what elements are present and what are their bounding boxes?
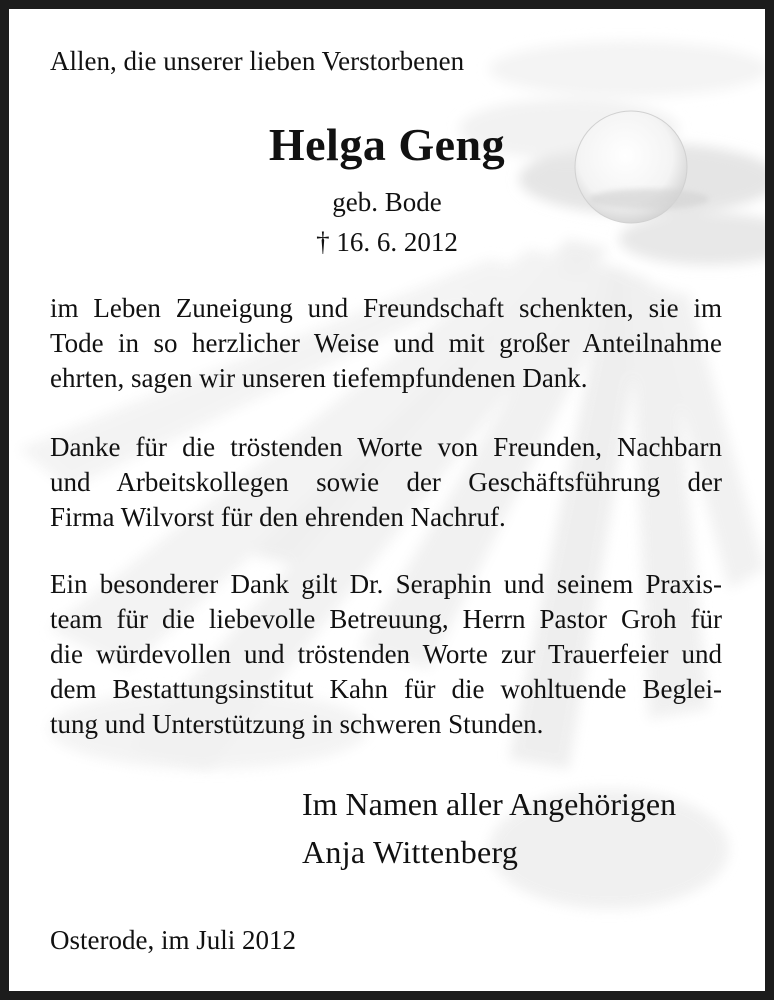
paragraph-line: Tode in so herzlicher Weise und mit großer Anteilnahme bbox=[50, 328, 722, 358]
paragraph-line: tung und Unterstützung in schweren Stunden. bbox=[50, 709, 544, 739]
paragraph-line: team für die liebevolle Betreuung, Herrn Pastor Groh für bbox=[50, 604, 722, 634]
notice-content bbox=[9, 9, 765, 991]
thanks-paragraph-2 bbox=[50, 430, 722, 535]
signature-name: Anja Wittenberg bbox=[302, 834, 519, 870]
place-and-date: Osterode, im Juli 2012 bbox=[50, 925, 296, 955]
paragraph-line: und Arbeitskollegen sowie der Geschäftsführung der bbox=[50, 467, 722, 497]
paragraph-line: im Leben Zuneigung und Freundschaft schenkten, sie im bbox=[50, 293, 722, 323]
paragraph-line: Firma Wilvorst für den ehrenden Nachruf. bbox=[50, 502, 506, 532]
signature-family: Im Namen aller Angehörigen bbox=[302, 786, 677, 822]
thanks-paragraph-1 bbox=[50, 291, 722, 396]
maiden-name: geb. Bode bbox=[332, 187, 442, 217]
thanks-paragraph-3 bbox=[50, 567, 722, 742]
death-date: † 16. 6. 2012 bbox=[316, 227, 458, 257]
deceased-name: Helga Geng bbox=[268, 119, 506, 170]
intro-line: Allen, die unserer lieben Verstorbenen bbox=[50, 46, 465, 76]
paragraph-line: dem Bestattungsinstitut Kahn für die wohltuende Beglei- bbox=[50, 674, 722, 704]
paragraph-line: Danke für die tröstenden Worte von Freunden, Nachbarn bbox=[50, 432, 722, 462]
paragraph-line: ehrten, sagen wir unseren tiefempfundenen Dank. bbox=[50, 363, 588, 393]
paragraph-line: Ein besonderer Dank gilt Dr. Seraphin und seinem Praxis- bbox=[50, 569, 722, 599]
paragraph-line: die würdevollen und tröstenden Worte zur Trauerfeier und bbox=[50, 639, 722, 669]
